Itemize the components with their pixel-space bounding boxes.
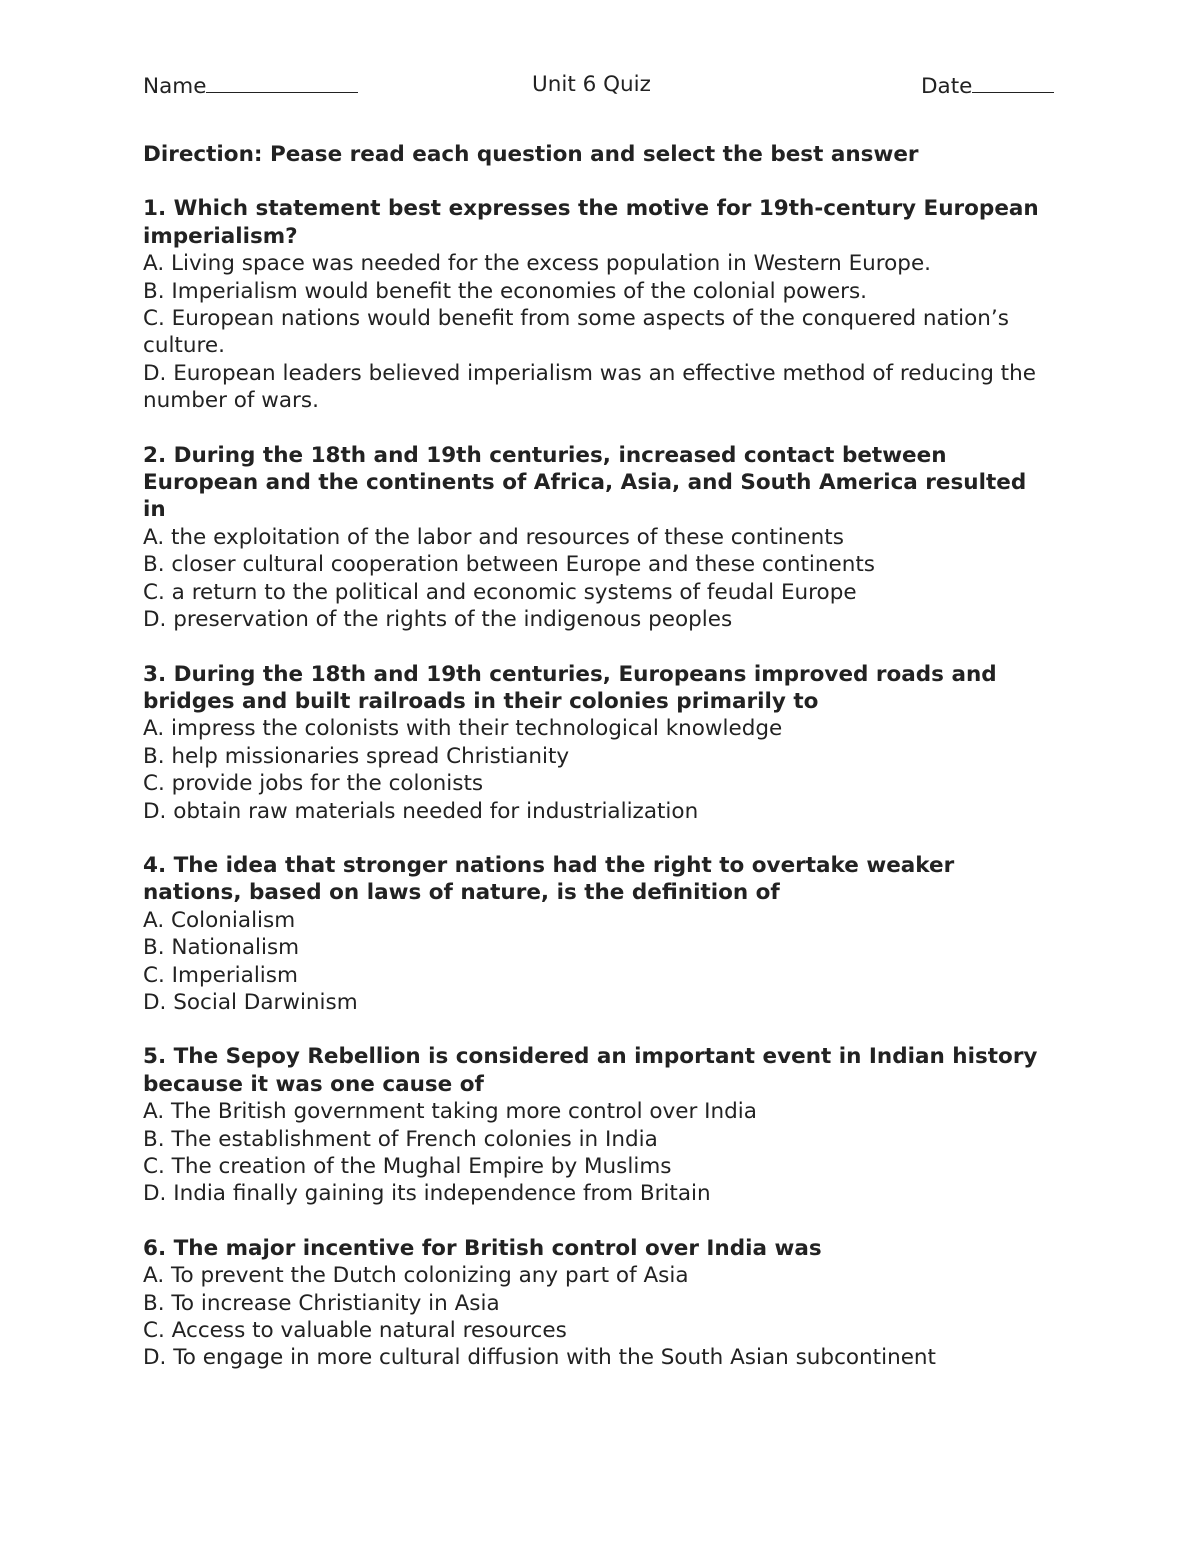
answer-option-c: C. European nations would benefit from some aspects of the conquered nation’s culture. (143, 306, 1009, 359)
question-6 (143, 1235, 1043, 1372)
answer-option-d: D. European leaders believed imperialism was an effective method of reducing the number of wars. (143, 360, 1036, 414)
answer-option-a: A. Living space was needed for the excess population in Western Europe. (143, 251, 932, 277)
question-3 (143, 661, 1043, 825)
directions: Direction: Pease read each question and select the best answer (143, 142, 919, 167)
question-text: 3. During the 18th and 19th centuries, Europeans improved roads and bridges and built railroads in their colonies primarily to (143, 661, 997, 714)
answer-option-d: D. India finally gaining its independence from Britain (143, 1181, 711, 1207)
answer-option-c: C. Imperialism (143, 962, 298, 988)
question-2 (143, 442, 1043, 634)
answer-option-a: A. The British government taking more control over India (143, 1099, 757, 1125)
answer-option-a: A. the exploitation of the labor and resources of these continents (143, 524, 844, 550)
answer-option-b: B. Imperialism would benefit the economies of the colonial powers. (143, 278, 867, 304)
answer-option-b: B. Nationalism (143, 935, 300, 961)
date-label: Date (921, 74, 973, 99)
answer-option-a: A. impress the colonists with their technological knowledge (143, 716, 783, 742)
answer-option-b: B. To increase Christianity in Asia (143, 1290, 500, 1316)
question-text: 5. The Sepoy Rebellion is considered an important event in Indian history because it was one cause of (143, 1044, 1038, 1097)
name-field (143, 70, 358, 102)
answer-option-d: D. preservation of the rights of the indigenous peoples (143, 607, 733, 633)
answer-option-a: A. Colonialism (143, 907, 296, 933)
name-blank (206, 70, 358, 93)
answer-option-b: B. closer cultural cooperation between Europe and these continents (143, 552, 875, 578)
quiz-body (143, 141, 1043, 1399)
name-label: Name (143, 74, 207, 99)
quiz-title: Unit 6 Quiz (532, 72, 651, 97)
date-blank (972, 70, 1054, 93)
question-text: 6. The major incentive for British control over India was (143, 1235, 822, 1261)
answer-option-d: D. obtain raw materials needed for industrialization (143, 798, 699, 824)
date-field (921, 70, 1054, 102)
answer-option-c: C. The creation of the Mughal Empire by Muslims (143, 1154, 672, 1179)
answer-option-d: D. To engage in more cultural diffusion with the South Asian subcontinent (143, 1345, 936, 1371)
question-4 (143, 852, 1043, 1016)
answer-option-b: B. help missionaries spread Christianity (143, 743, 570, 769)
answer-option-b: B. The establishment of French colonies in India (143, 1126, 658, 1152)
question-text: 4. The idea that stronger nations had the right to overtake weaker nations, based on laws of nature, is the definition of (143, 852, 955, 906)
answer-option-c: C. a return to the political and economic systems of feudal Europe (143, 579, 857, 605)
question-text: 2. During the 18th and 19th centuries, increased contact between European and the continents of Africa, Asia, and South America resulted in (143, 442, 1027, 523)
question-text: 1. Which statement best expresses the motive for 19th-century European imperialism? (143, 196, 1039, 249)
answer-option-c: C. provide jobs for the colonists (143, 771, 484, 797)
answer-option-c: C. Access to valuable natural resources (143, 1318, 567, 1344)
answer-option-d: D. Social Darwinism (143, 989, 358, 1015)
question-5 (143, 1043, 1043, 1207)
quiz-header (143, 70, 1063, 104)
answer-option-a: A. To prevent the Dutch colonizing any part of Asia (143, 1263, 689, 1289)
question-1 (143, 195, 1043, 414)
